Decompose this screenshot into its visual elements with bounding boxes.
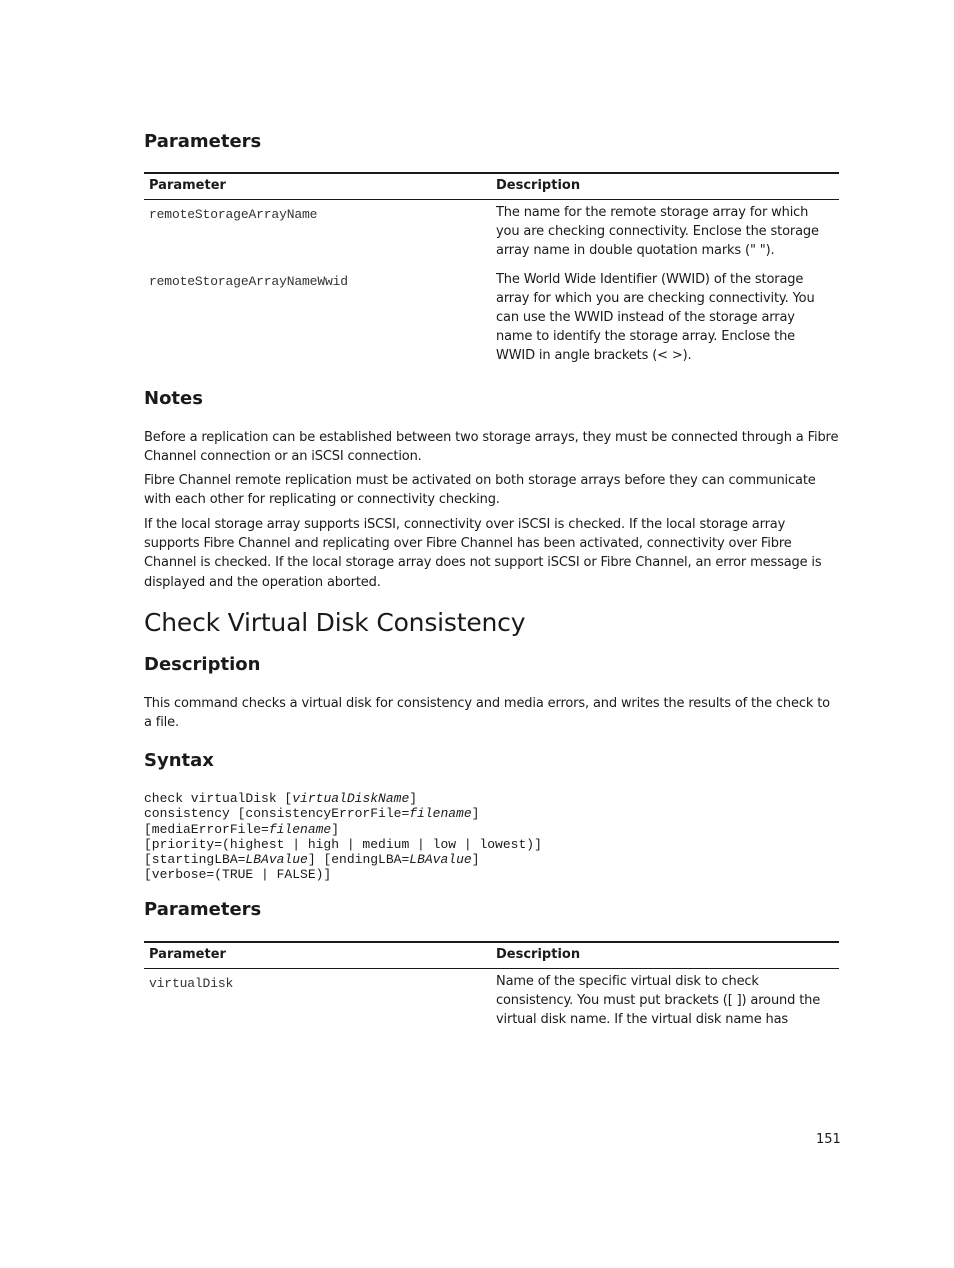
parameters-table [144, 172, 839, 366]
description-text: This command checks a virtual disk for consistency and media errors, and writes the results of the check to a file. [144, 696, 830, 731]
notes-heading: Notes [144, 388, 203, 409]
table-row [144, 969, 839, 1030]
notes-paragraph: Fibre Channel remote replication must be activated on both storage arrays before they can communicate with each other for replicating or connectivity checking. [144, 473, 816, 508]
syntax-heading: Syntax [144, 750, 214, 771]
parameter-name: remoteStorageArrayName [149, 207, 318, 222]
parameters-heading: Parameters [144, 899, 262, 920]
parameters-table [144, 941, 839, 1030]
description-heading: Description [144, 654, 261, 675]
parameter-description: Name of the specific virtual disk to check consistency. You must put brackets ([ ]) around the virtual disk name. If the virtual disk name has [496, 974, 821, 1028]
column-header-description: Description [491, 942, 839, 969]
notes-paragraph: Before a replication can be established between two storage arrays, they must be connected through a Fibre Channel connection or an iSCSI connection. [144, 430, 839, 465]
section-title: Check Virtual Disk Consistency [144, 608, 526, 637]
table-row [144, 200, 839, 261]
column-header-parameter: Parameter [144, 942, 491, 969]
parameter-description: The name for the remote storage array for which you are checking connectivity. Enclose the storage array name in double quotation marks (" "). [496, 205, 819, 259]
parameter-name: virtualDisk [149, 976, 234, 991]
parameter-description: The World Wide Identifier (WWID) of the storage array for which you are checking connectivity. You can use the WWID instead of the storage array name to identify the storage array. Enclose the WWID in angle brackets (< >). [496, 271, 815, 364]
table-header-row [144, 942, 839, 969]
table-header-row [144, 173, 839, 200]
syntax-code-block: check virtualDisk [virtualDiskName] consistency [consistencyErrorFile=filename] [mediaErrorFile=filename] [priority=(highest | high | medium | low | lowest)] [startingLBA=LBAvalue] [endingLBA=LBAvalue] [verbose=(TRUE | FALSE)] [144, 791, 542, 883]
parameter-name: remoteStorageArrayNameWwid [149, 273, 348, 289]
notes-paragraph: If the local storage array supports iSCSI, connectivity over iSCSI is checked. If the local storage array supports Fibre Channel and replicating over Fibre Channel has been activated, connectivity over Fibre Channel is checked. If the local storage array does not support iSCSI or Fibre Channel, an error message is displayed and the operation aborted. [144, 517, 822, 590]
parameters-heading: Parameters [144, 131, 262, 152]
column-header-parameter: Parameter [144, 173, 491, 200]
page-number: 151 [816, 1132, 841, 1147]
table-row [144, 261, 839, 366]
column-header-description: Description [491, 173, 839, 200]
